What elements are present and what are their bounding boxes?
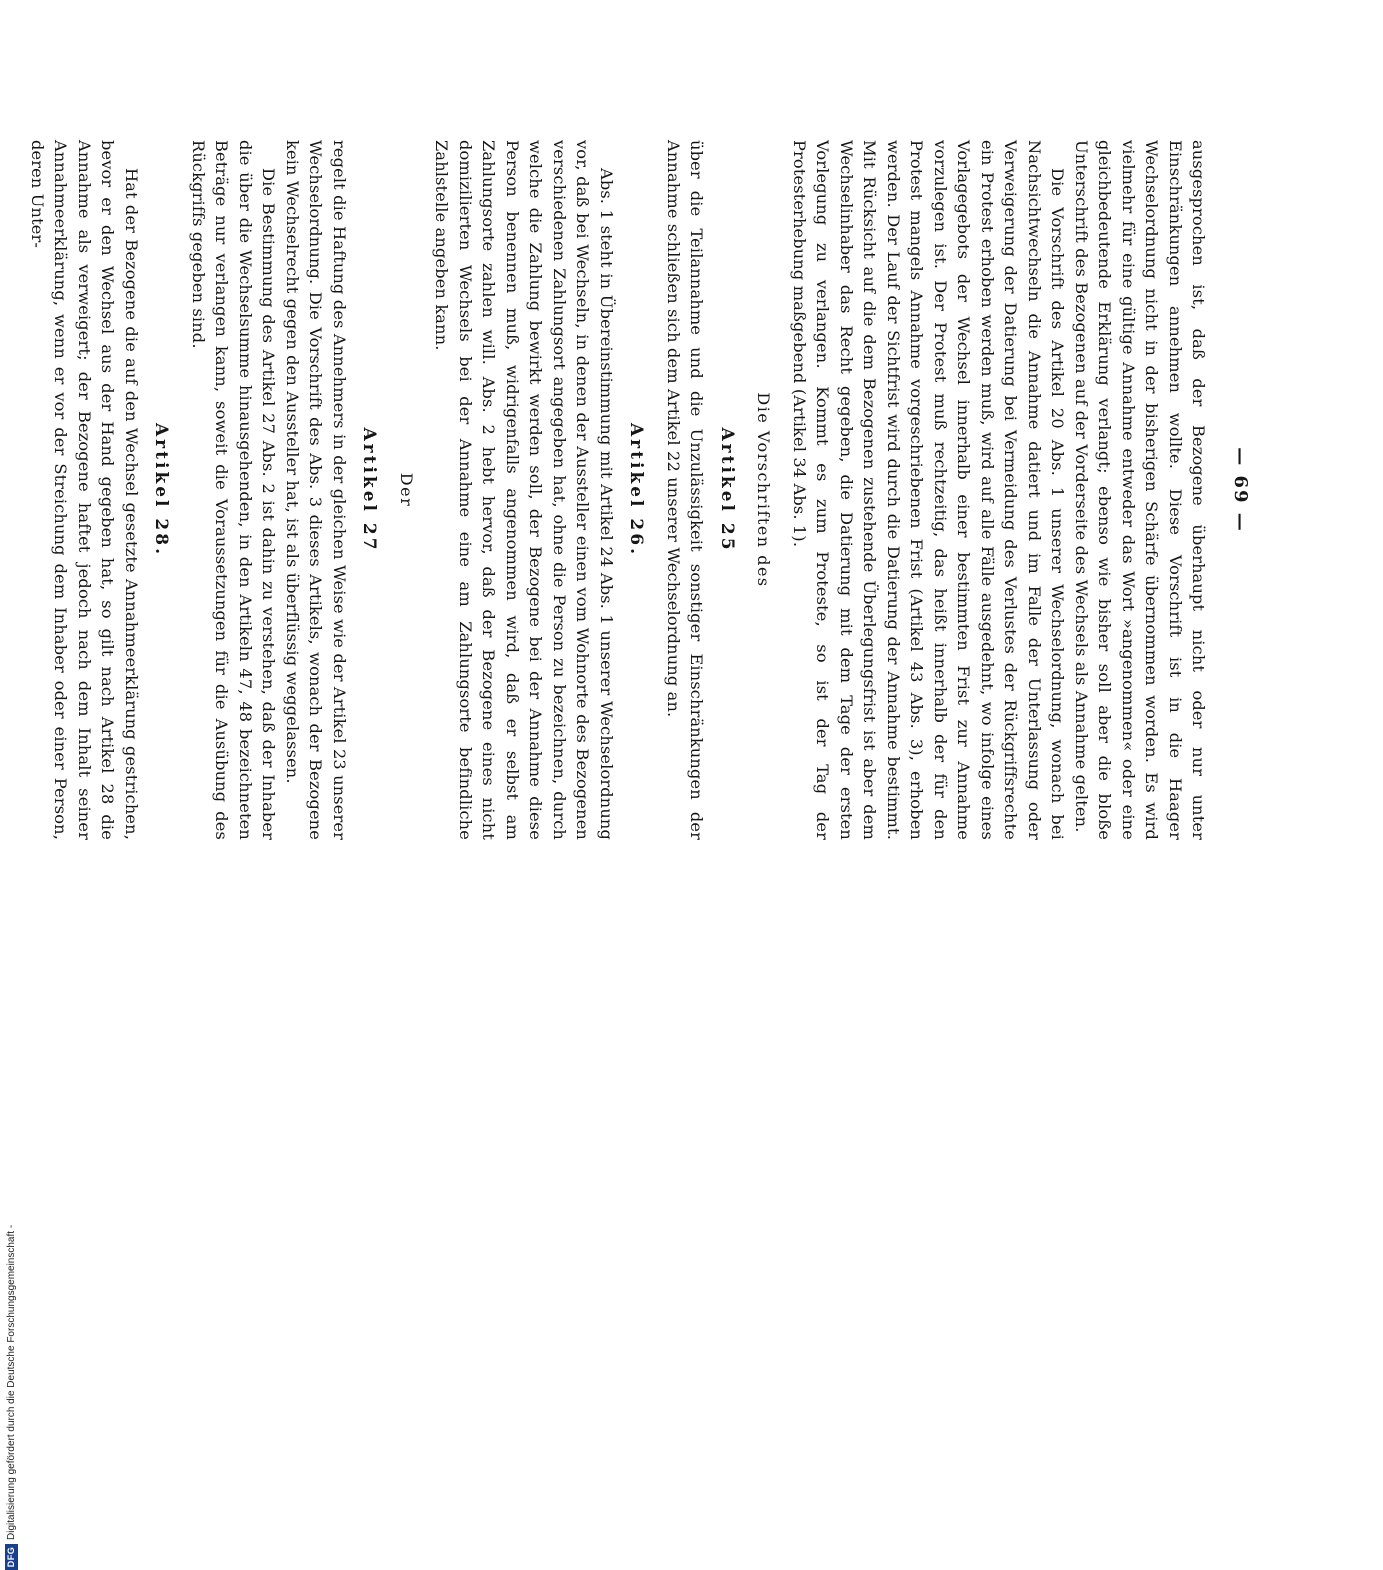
article-heading: Artikel 28. <box>151 422 172 557</box>
article-heading: Artikel 27 <box>359 427 380 553</box>
lead-in-text: Die Vorschriften des <box>754 392 774 588</box>
body-paragraph: regelt die Haftung des Annehmers in der gleichen Weise wie der Artikel 23 unserer Wechselordnung. Die Vorschrift des Abs. 3 dieses Artikels, wonach der Bezogene kein Wechselrecht gegen den Aussteller hat, ist als überflüssig weggelassen. <box>283 140 349 840</box>
page-content <box>26 140 1253 840</box>
text-blocks <box>26 140 1211 840</box>
rotated-text-column <box>0 140 1252 1140</box>
lead-in-text: Der <box>397 472 416 508</box>
footer-rotated <box>2 1160 20 1570</box>
article-heading: Artikel 26. <box>626 422 647 557</box>
body-paragraph: Die Bestimmung des Artikel 27 Abs. 2 ist dahin zu verstehen, daß der Inhaber die über die Wechselsumme hinausgehenden, in den Artikeln 47, 48 bezeichneten Beträge nur verlangen kann, soweit die Voraussetzungen für die Ausübung des Rückgriffs gegeben sind. <box>189 140 279 840</box>
footer-text: Digitalisierung gefördert durch die Deutsche Forschungsgemeinschaft - <box>5 1224 17 1540</box>
body-paragraph: ausgesprochen ist, daß der Bezogene überhaupt nicht oder nur unter Einschränkungen annehmen wollte. Diese Vorschrift ist in die Haager Wechselordnung nicht in der bisherigen Schärfe übernommen worden. Es wird vielmehr für eine gültige Annahme entweder das Wort »angenommen« oder eine gleichbedeutende Erklärung verlangt; ebenso wie bisher soll aber die bloße Unterschrift des Bezogenen auf der Vorderseite des Wechsels als Annahme gelten. <box>1072 140 1209 840</box>
page-number: — 69 — <box>1230 447 1251 533</box>
dfg-logo-icon: DFG <box>5 1544 18 1570</box>
body-paragraph: über die Teilannahme und die Unzulässigkeit sonstiger Einschränkungen der Annahme schließen sich dem Artikel 22 unserer Wechselordnung an. <box>664 140 707 840</box>
body-paragraph: Abs. 1 steht in Übereinstimmung mit Artikel 24 Abs. 1 unserer Wechselordnung vor, daß bei Wechseln, in denen der Aussteller einen vom Wohnorte des Bezogenen verschiedenen Zahlungsort angegeben hat, ohne die Person zu bezeichnen, durch welche die Zahlung bewirkt werden soll, der Bezogene bei der Annahme diese Person benennen muß, widrigenfalls angenommen wird, daß er selbst am Zahlungsorte zahlen will. Abs. 2 hebt hervor, daß der Bezogene eines nicht domizilierten Wechsels bei der Annahme eine am Zahlungsorte befindliche Zahlstelle angeben kann. <box>432 140 616 840</box>
digitization-footer <box>0 570 20 1568</box>
body-paragraph: Hat der Bezogene die auf den Wechsel gesetzte Annahmeerklärung gestrichen, bevor er den Wechsel aus der Hand gegeben hat, so gilt nach Artikel 28 die Annahme als verweigert; der Bezogene haftet jedoch nach dem Inhalt seiner Annahmeerklärung, wenn er vor der Streichung dem Inhaber oder einer Person, deren Unter- <box>28 140 141 840</box>
body-paragraph: Die Vorschrift des Artikel 20 Abs. 1 unserer Wechselordnung, wonach bei Nachsichtwechseln die Annahme datiert und im Falle der Unterlassung oder Verweigerung der Datierung bei Vermeidung des Verlustes der Rückgriffsrechte ein Protest erhoben werden muß, wird auf alle Fälle ausgedehnt, wo infolge eines Vorlagegebots der Wechsel innerhalb einer bestimmten Frist zur Annahme vorzulegen ist. Der Protest muß rechtzeitig, das heißt innerhalb der für den Protest mangels Annahme vorgeschriebenen Frist (Artikel 43 Abs. 3), erhoben werden. Der Lauf der Sichtfrist wird durch die Datierung der Annahme bestimmt. Mit Rücksicht auf die dem Bezogenen zustehende Überlegungsfrist ist aber dem Wechselinhaber das Recht gegeben, die Datierung mit dem Tage der ersten Vorlegung zu verlangen. Kommt es zum Proteste, so ist der Tag der Protesterhebung maßgebend (Artikel 34 Abs. 1). <box>790 140 1068 840</box>
article-heading: Artikel 25 <box>717 427 737 553</box>
